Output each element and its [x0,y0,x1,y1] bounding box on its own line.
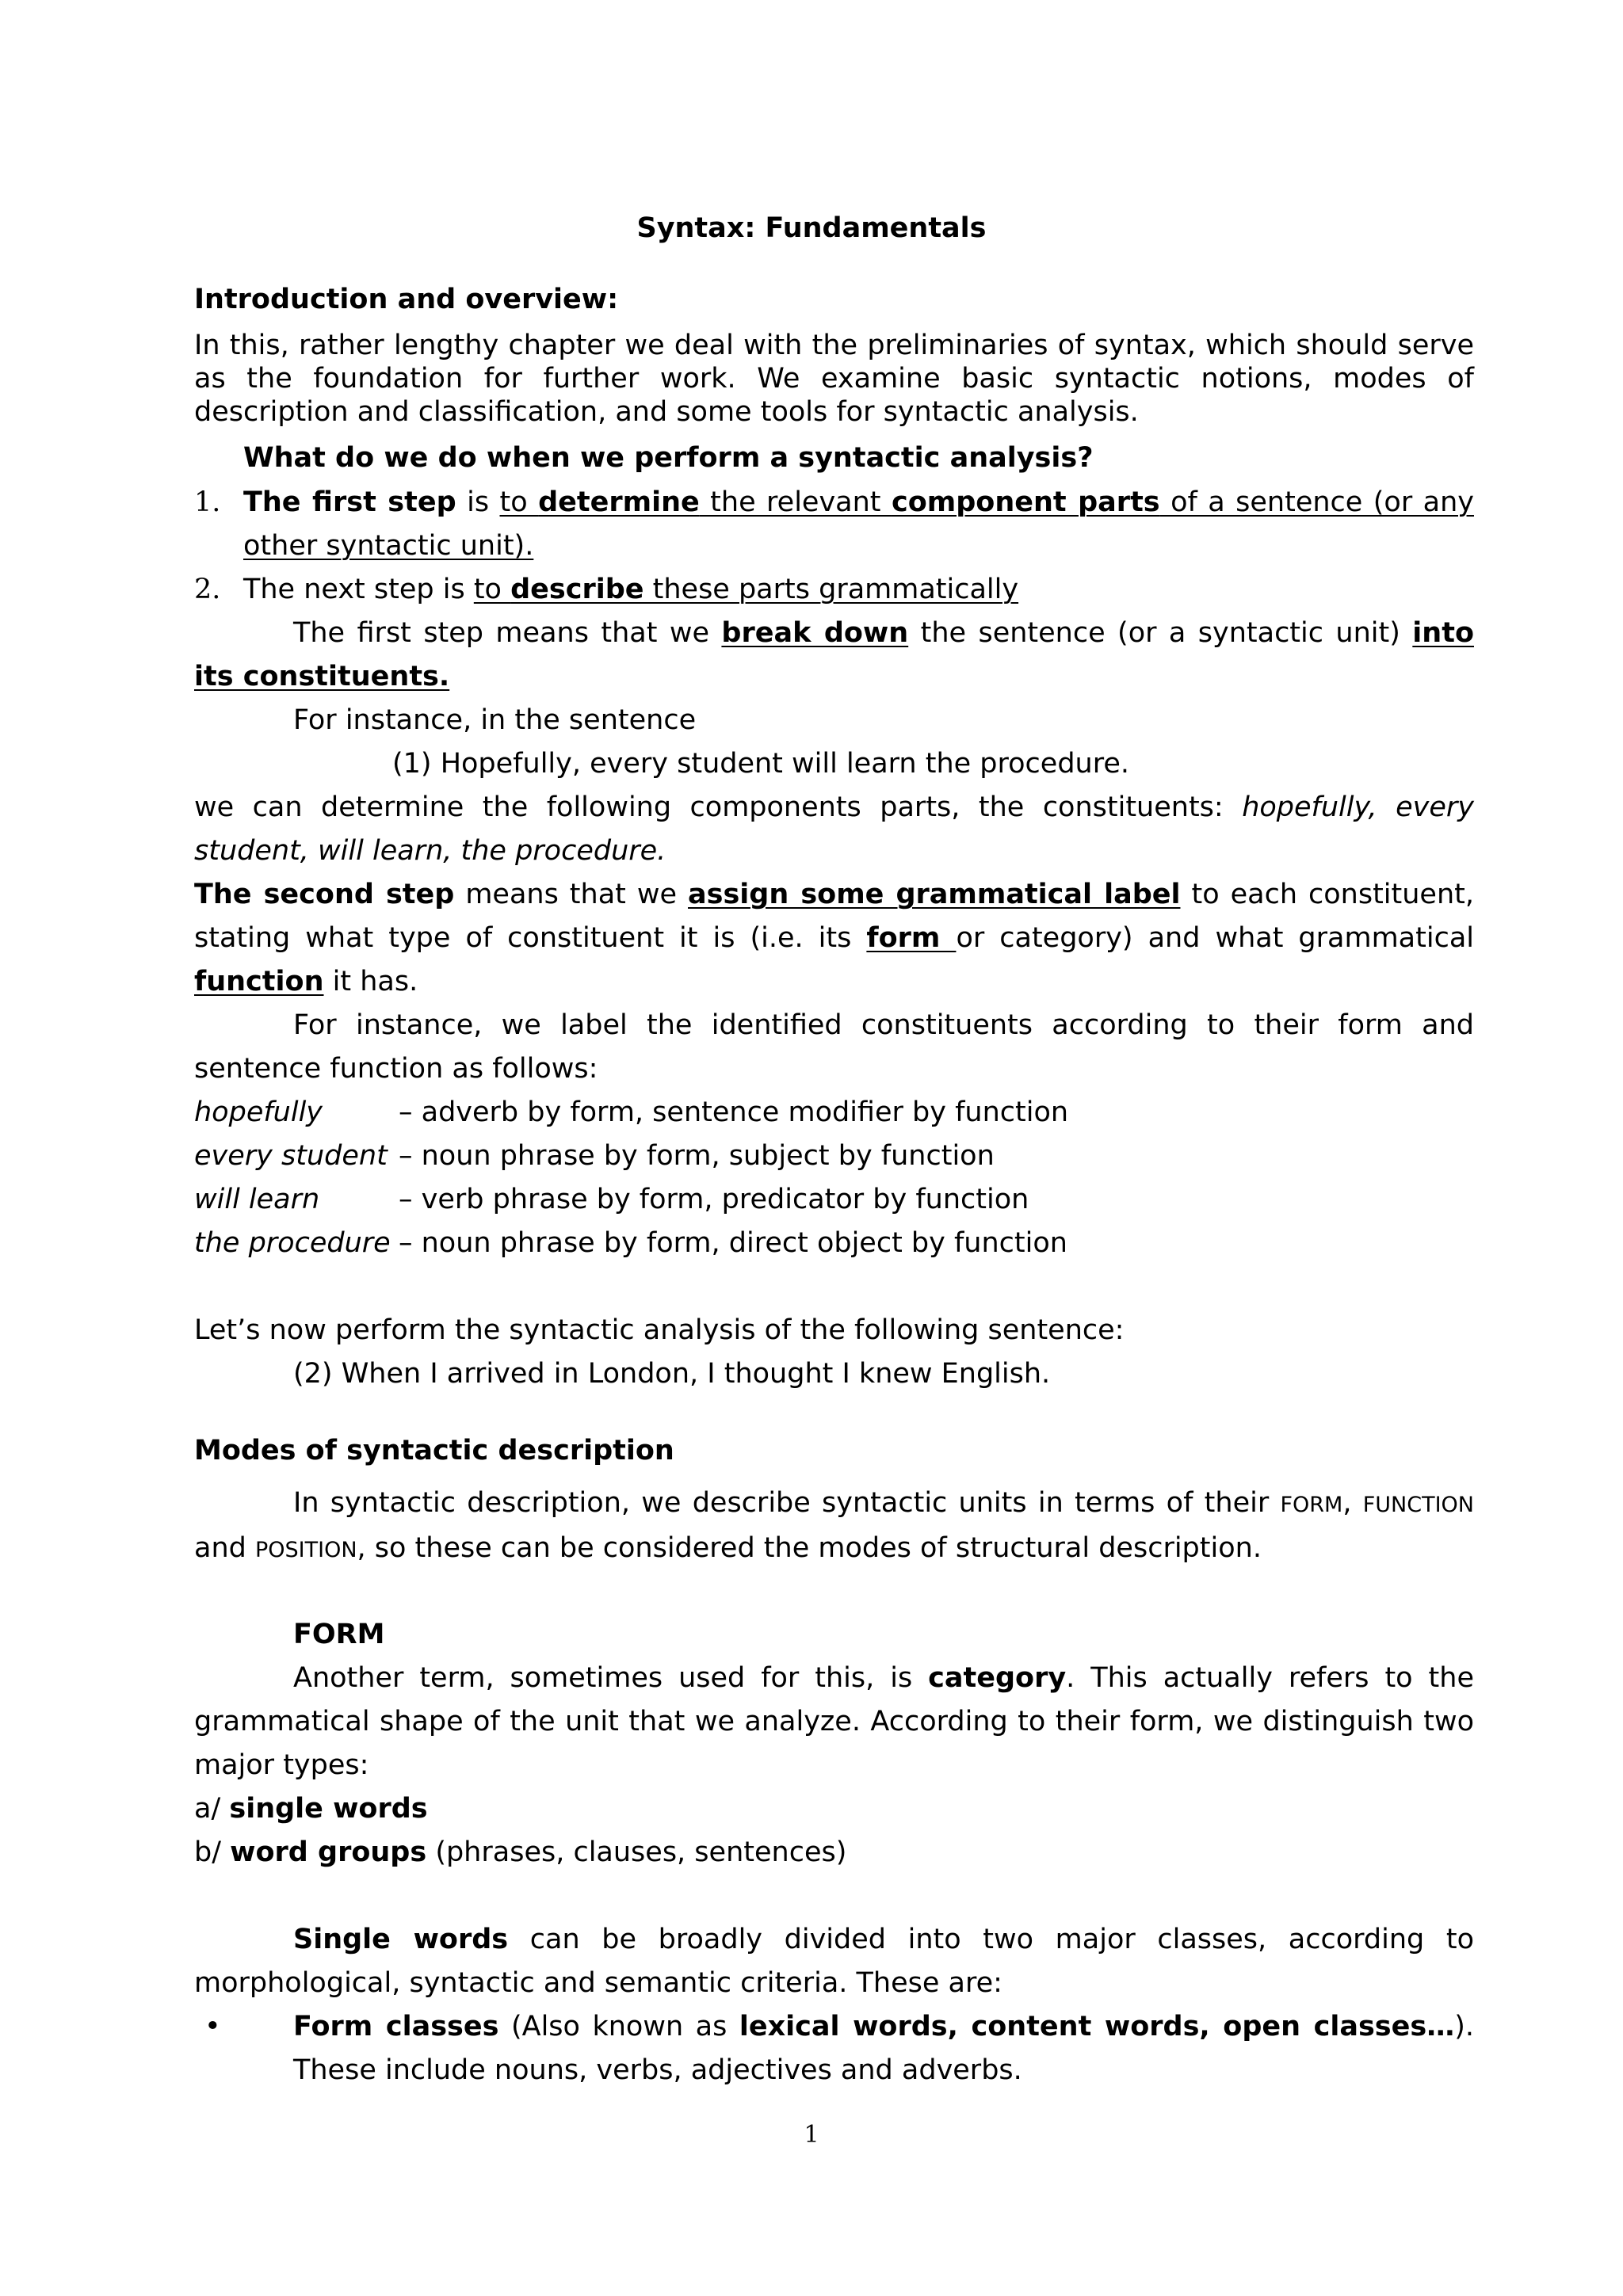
form-t1: Another term, sometimes used for this, is [293,1662,929,1694]
label-desc: – noun phrase by form, subject by function [399,1140,995,1172]
form-item-a [194,1787,1474,1831]
label-term: will learn [194,1184,320,1215]
bullet-t1: (Also known as [498,2011,739,2042]
page-number: 1 [804,2121,819,2149]
form-t2: . This actually refers to the grammatical shape of the unit that we analyze. According to their form, we distinguish two major types: [194,1662,1474,1781]
modes-t3: and [194,1532,255,1564]
modes-t2: , [1342,1487,1363,1519]
word-groups-term: word groups [230,1836,427,1868]
into-its-constituents-term: into its constituents. [194,617,1474,692]
break-down-term: break down [721,617,909,649]
second-step-t1: means that we [454,879,689,910]
first-step-paragraph [194,612,1474,699]
first-step-t2: the sentence (or a syntactic unit) [908,617,1413,649]
label-desc: – adverb by form, sentence modifier by function [399,1097,1069,1128]
step-1-number: 1. [194,486,221,518]
label-desc: – verb phrase by form, predicator by function [399,1184,1029,1215]
intro-paragraph: In this, rather lengthy chapter we deal with the preliminaries of syntax, which should serve as the foundation for further work. We examine basic syntactic notions, modes of description and classification, and some tools for syntactic analysis. [194,330,1474,428]
category-term: category [928,1662,1067,1694]
form-smallcaps: FORM [1280,1493,1343,1517]
single-words-paragraph [194,1918,1474,2005]
step-1-u2: the relevant [699,486,892,518]
single-words-t1: can be broadly divided into two major classes, according to morphological, syntactic and semantic criteria. These are: [194,1924,1475,1999]
modes-paragraph [194,1482,1474,1572]
step-2-u1: to [473,574,511,605]
form-heading: FORM [293,1619,385,1650]
form-paragraph [194,1657,1474,1787]
step-1-u1: to [499,486,539,518]
step-1-determine: determine [538,486,700,518]
bullet-icon: • [204,2011,221,2042]
position-smallcaps: POSITION [254,1538,357,1562]
step-2-u2: these parts grammatically [643,574,1019,605]
modes-t4: , so these can be considered the modes of structural description. [357,1532,1262,1564]
step-1-text [243,481,1474,568]
modes-t1: In syntactic description, we describe syntactic units in terms of their [293,1487,1281,1519]
step-2-describe: describe [510,574,644,605]
step-2-underlined [474,574,1018,605]
step-2-t1: The next step is [243,574,474,605]
label-desc: – noun phrase by form, direct object by function [399,1227,1067,1259]
bullet-t2: ). These include nouns, verbs, adjectives and adverbs. [293,2011,1474,2086]
step-2-number: 2. [194,574,221,605]
assign-label-term: assign some grammatical label [688,879,1181,910]
label-term: every student [194,1140,388,1172]
perform-text: Let’s now perform the syntactic analysis of the following sentence: [194,1314,1125,1346]
function-smallcaps: FUNCTION [1362,1493,1474,1517]
single-words-lead: Single words [293,1924,509,1955]
intro-heading: Introduction and overview: [194,284,619,315]
form-item-b-prefix: b/ [194,1836,231,1868]
form-term: form [866,922,957,954]
form-item-a-prefix: a/ [194,1793,230,1825]
label-term: hopefully [194,1097,323,1128]
step-1-t1: is [456,486,500,518]
second-step-t4: it has. [323,966,418,997]
example-1: (1) Hopefully, every student will learn the procedure. [392,748,1130,780]
second-step-t2: to each constituent, stating what type of constituent it is (i.e. its [194,879,1474,954]
second-step-t3: or category) and what grammatical [956,922,1474,954]
step-1-lead: The first step [243,486,456,518]
instance-2: For instance, we label the identified constituents according to their form and sentence function as follows: [194,1009,1474,1085]
form-classes-term: Form classes [293,2011,499,2042]
first-step-t1: The first step means that we [293,617,722,649]
form-item-b-rest: (phrases, clauses, sentences) [426,1836,847,1868]
page-title: Syntax: Fundamentals [636,212,987,244]
label-term: the procedure [194,1227,391,1259]
step-1-component-parts: component parts [891,486,1160,518]
example-2: (2) When I arrived in London, I thought I knew English. [293,1358,1051,1390]
question: What do we do when we perform a syntactic analysis? [243,442,1094,474]
second-step-lead: The second step [194,879,455,910]
components-list: hopefully, every student, will learn, the procedure. [194,791,1474,867]
second-step-paragraph [194,873,1474,1004]
components-t1: we can determine the following components parts, the constituents: [194,791,1243,823]
function-term: function [194,966,324,997]
single-words-term: single words [229,1793,428,1825]
lexical-words-term: lexical words, content words, open classes… [739,2011,1455,2042]
form-item-b [194,1831,1474,1875]
modes-heading: Modes of syntactic description [194,1435,674,1466]
components-paragraph [194,786,1474,873]
step-1-u3: of a sentence (or any other syntactic unit). [243,486,1474,562]
step-2-text [243,568,1474,612]
bullet-form-classes [293,2005,1474,2092]
instance-1: For instance, in the sentence [293,704,697,736]
